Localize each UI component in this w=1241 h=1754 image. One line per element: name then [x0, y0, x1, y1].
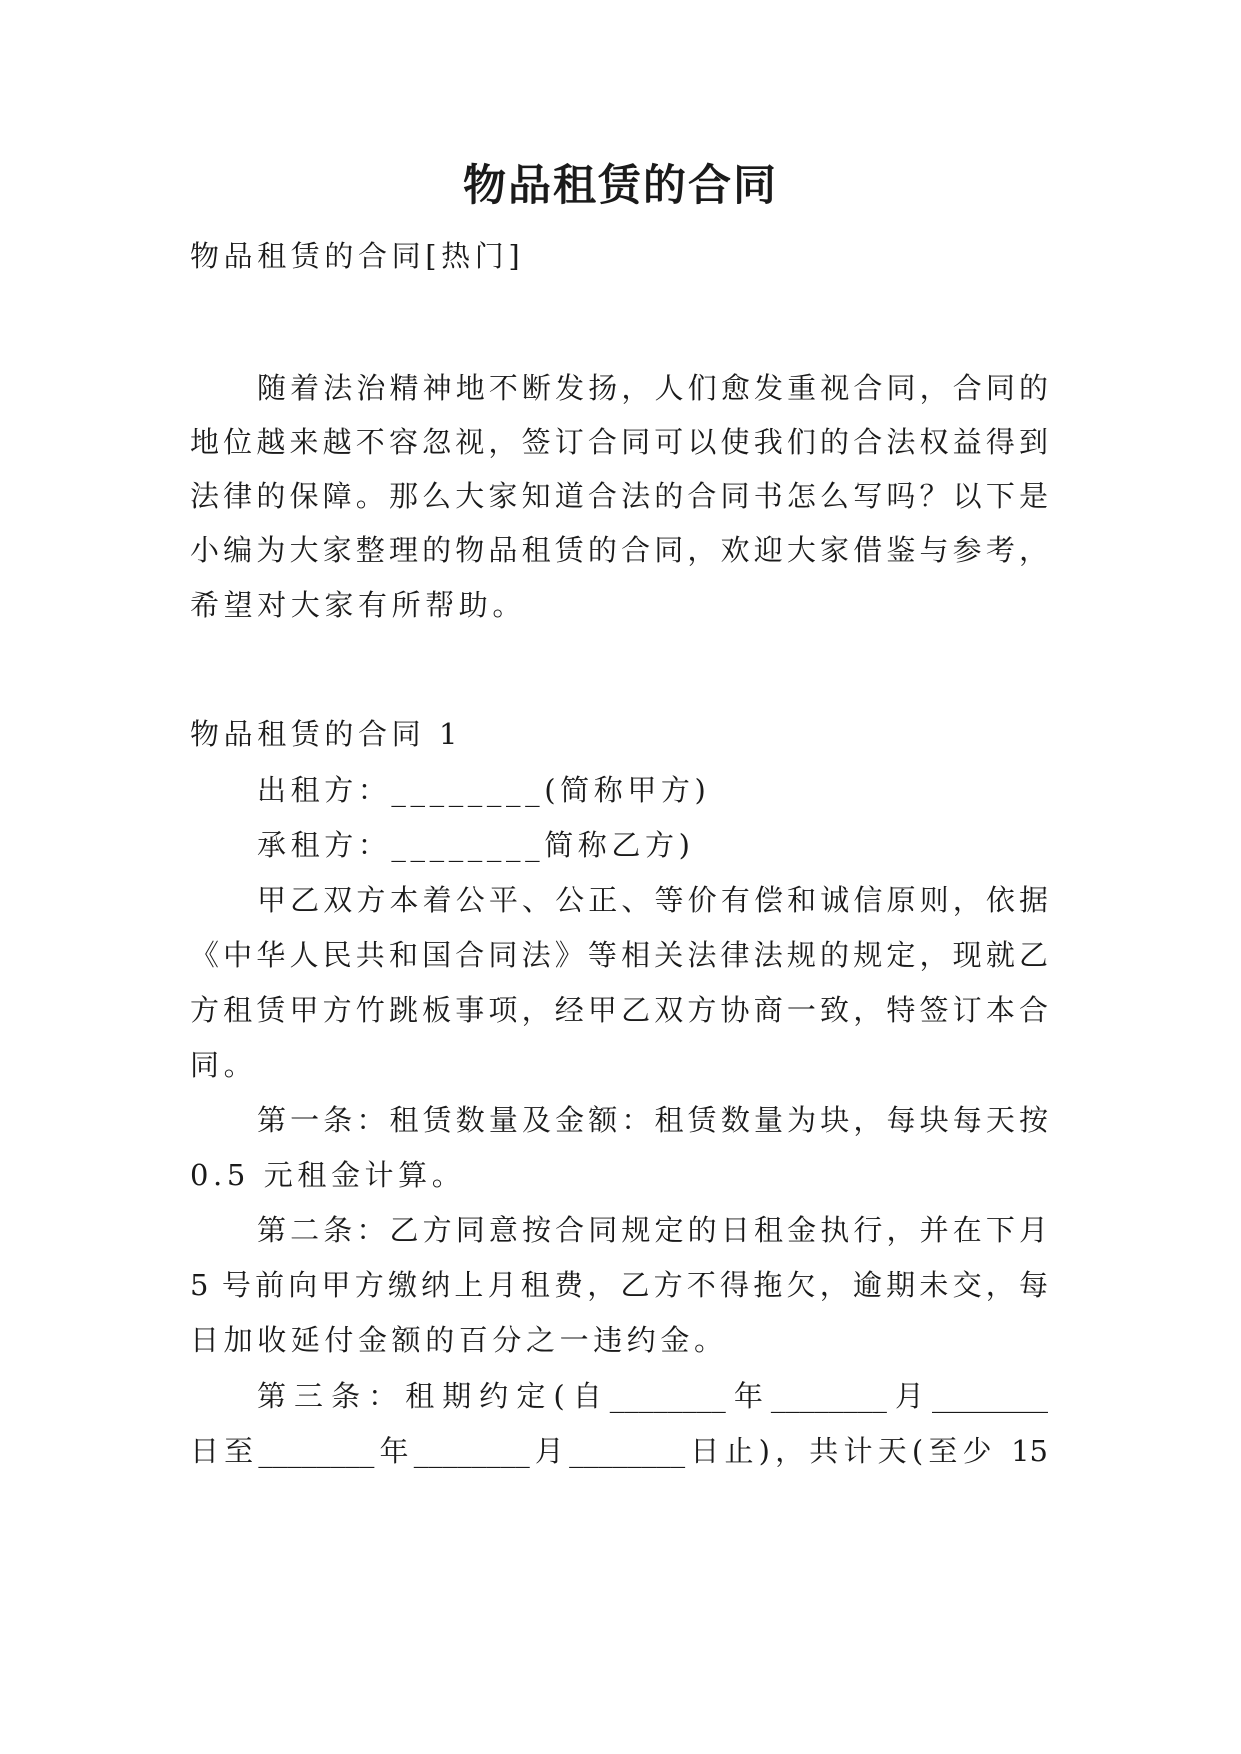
preamble-line: 方租赁甲方竹跳板事项，经甲乙双方协商一致，特签订本合	[190, 993, 1048, 1027]
intro-line: 地位越来越不容忽视，签订合同可以使我们的合法权益得到	[190, 425, 1048, 459]
article-2-line: 第二条：乙方同意按合同规定的日租金执行，并在下月	[257, 1213, 1048, 1247]
document-subtitle: 物品租赁的合同[热门]	[190, 239, 525, 273]
article-3-line: 第三条：租期约定(自________年________月________	[257, 1379, 1048, 1413]
lessor-line: 出租方：________(简称甲方)	[257, 773, 711, 807]
intro-line: 小编为大家整理的物品租赁的合同，欢迎大家借鉴与参考，	[190, 533, 1048, 567]
article-3-line: 日至________年________月________日止)，共计天(至少 15	[190, 1434, 1048, 1468]
preamble-line: 同。	[190, 1048, 258, 1082]
preamble-line: 甲乙双方本着公平、公正、等价有偿和诚信原则，依据	[257, 883, 1048, 917]
intro-line: 法律的保障。那么大家知道合法的合同书怎么写吗？以下是	[190, 479, 1048, 513]
preamble-line: 《中华人民共和国合同法》等相关法律法规的规定，现就乙	[190, 938, 1048, 972]
article-2-line: 5 号前向甲方缴纳上月租费，乙方不得拖欠，逾期未交，每	[190, 1268, 1048, 1302]
document-title: 物品租赁的合同	[463, 161, 778, 211]
article-1-line: 0.5 元租金计算。	[190, 1158, 466, 1192]
article-2-line: 日加收延付金额的百分之一违约金。	[190, 1323, 728, 1357]
intro-line: 随着法治精神地不断发扬，人们愈发重视合同，合同的	[257, 371, 1048, 405]
section-heading: 物品租赁的合同 1	[190, 717, 463, 751]
article-1-line: 第一条：租赁数量及金额：租赁数量为块，每块每天按	[257, 1103, 1048, 1137]
lessee-line: 承租方：________简称乙方)	[257, 828, 695, 862]
intro-line: 希望对大家有所帮助。	[190, 588, 527, 622]
